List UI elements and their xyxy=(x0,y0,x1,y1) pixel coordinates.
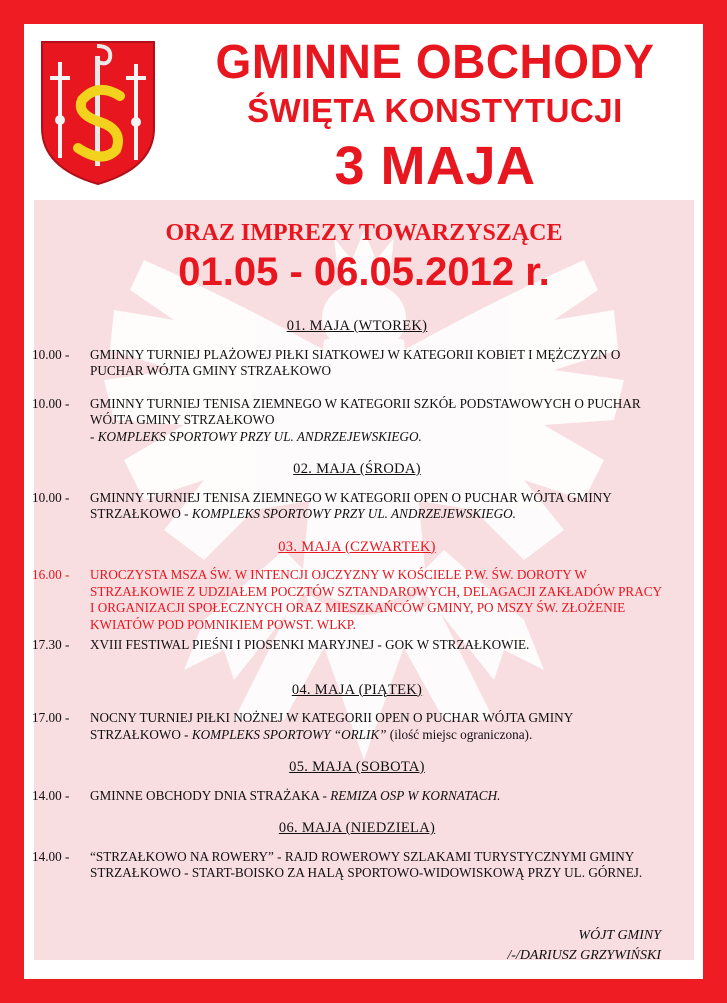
event-item xyxy=(32,490,682,523)
event-description: GMINNY TURNIEJ PLAŻOWEJ PIŁKI SIATKOWEJ W KATEGORII KOBIET I MĘŻCZYZN O PUCHAR WÓJTA GMINY STRZAŁKOWO xyxy=(90,346,621,378)
day-heading: 05. MAJA (SOBOTA) xyxy=(289,759,425,775)
event-item xyxy=(32,710,682,743)
event-time: 10.00 - xyxy=(32,489,70,505)
event-venue: - KOMPLEKS SPORTOWY PRZY UL. ANDRZEJEWSKIEGO. xyxy=(90,428,422,444)
title-line-2: ŚWIĘTA KONSTYTUCJI xyxy=(247,92,623,129)
event-item xyxy=(32,788,682,805)
event-item xyxy=(32,567,682,633)
event-time: 10.00 - xyxy=(32,346,70,362)
signature xyxy=(507,926,661,966)
title-line-3: 3 MAJA xyxy=(334,136,536,196)
event-time: 14.00 - xyxy=(32,787,70,803)
signature-title: WÓJT GMINY xyxy=(578,928,661,943)
date-range: 01.05 - 06.05.2012 r. xyxy=(178,250,550,294)
event-venue: REMIZA OSP W KORNATACH. xyxy=(330,787,501,803)
event-time: 17.00 - xyxy=(32,710,70,725)
event-venue: KOMPLEKS SPORTOWY PRZY UL. ANDRZEJEWSKIEGO. xyxy=(191,506,516,521)
event-description: GMINNY TURNIEJ TENISA ZIEMNEGO W KATEGORII SZKÓŁ PODSTAWOWYCH O PUCHAR WÓJTA GMINY STRZAŁKOWO - KOMPLEKS SPORTOWY PRZY UL. ANDRZEJEWSKIEGO. xyxy=(90,395,641,444)
event-item xyxy=(32,347,682,380)
title-line-1: GMINNE OBCHODY xyxy=(215,33,655,89)
event-note: (ilość miejsc ograniczona). xyxy=(389,726,533,742)
event-time: 16.00 - xyxy=(32,567,70,582)
event-description: UROCZYSTA MSZA ŚW. W INTENCJI OJCZYZNY W KOŚCIELE P.W. ŚW. DOROTY W STRZAŁKOWIE Z UDZIAŁEM POCZTÓW SZTANDAROWYCH, DELAGACJI ZAKŁADÓW PRACY I ORGANIZACJI SPOŁECZNYCH ORAZ MIESZKAŃCÓW GMINY, PO MSZY ŚW. ZŁOŻENIE KWIATÓW POD POMNIKIEM POWST. WLKP. xyxy=(90,567,662,632)
subtitle: ORAZ IMPREZY TOWARZYSZĄCE xyxy=(165,220,563,246)
day-heading: 04. MAJA (PIĄTEK) xyxy=(291,681,423,698)
coat-of-arms-icon xyxy=(38,38,158,188)
schedule xyxy=(32,318,682,898)
event-description: GMINNY TURNIEJ TENISA ZIEMNEGO W KATEGORII OPEN O PUCHAR WÓJTA GMINY STRZAŁKOWO - KOMPLEKS SPORTOWY PRZY UL. ANDRZEJEWSKIEGO. xyxy=(90,489,612,521)
event-time: 17.30 - xyxy=(32,637,70,652)
event-venue: KOMPLEKS SPORTOWY “ORLIK” xyxy=(191,726,387,742)
day-heading: 03. MAJA (CZWARTEK) xyxy=(278,538,436,555)
event-description: “STRZAŁKOWO NA ROWERY” - RAJD ROWEROWY SZLAKAMI TURYSTYCZNYMI GMINY STRZAŁKOWO - START-BOISKO ZA HALĄ SPORTOWO-WIDOWISKOWĄ PRZY UL. GÓRNEJ. xyxy=(90,848,643,880)
event-time: 14.00 - xyxy=(32,848,70,864)
day-heading: 01. MAJA (WTOREK) xyxy=(286,318,428,334)
day-heading: 02. MAJA (ŚRODA) xyxy=(293,461,421,477)
day-heading: 06. MAJA (NIEDZIELA) xyxy=(278,820,436,836)
event-item xyxy=(32,849,682,882)
event-description: GMINNE OBCHODY DNIA STRAŻAKA - REMIZA OSP W KORNATACH. xyxy=(90,787,501,803)
event-time: 10.00 - xyxy=(32,395,70,411)
signature-name: /-/DARIUSZ GRZYWIŃSKI xyxy=(507,948,661,963)
event-item xyxy=(32,637,682,654)
event-description: XVIII FESTIWAL PIEŚNI I PIOSENKI MARYJNEJ - GOK W STRZAŁKOWIE. xyxy=(90,637,530,652)
event-item xyxy=(32,396,682,446)
event-description: NOCNY TURNIEJ PIŁKI NOŻNEJ W KATEGORII OPEN O PUCHAR WÓJTA GMINY STRZAŁKOWO - KOMPLEKS SPORTOWY “ORLIK” (ilość miejsc ograniczona). xyxy=(90,710,573,742)
